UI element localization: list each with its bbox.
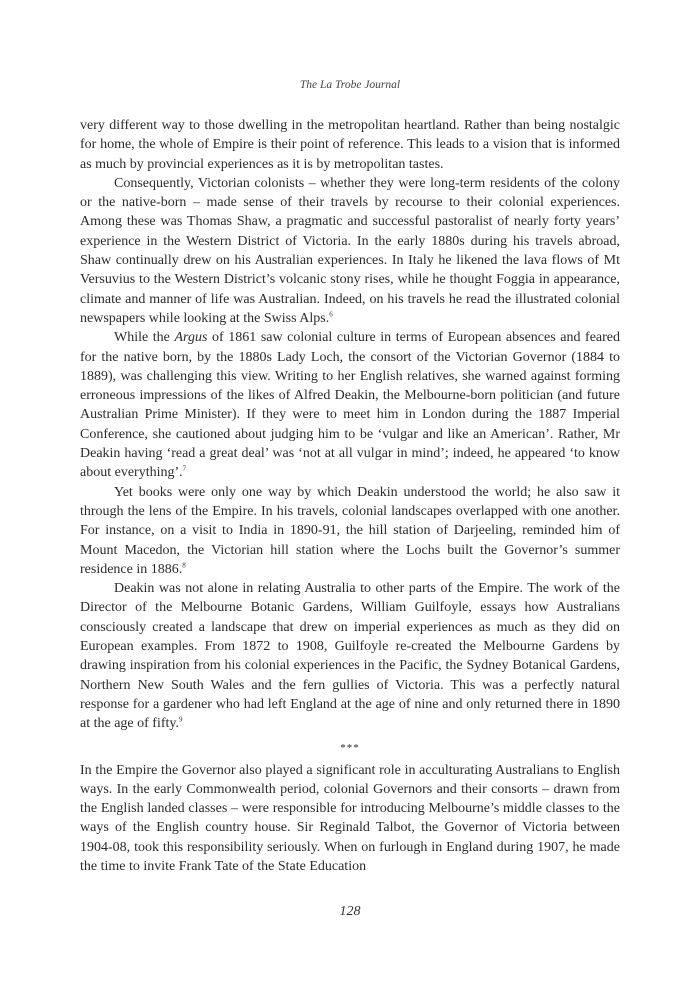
article-body: [80, 116, 620, 876]
paragraph-text: Deakin was not alone in relating Australia to other parts of the Empire. The work of the Director of the Melbourne Botanic Gardens, William Guilfoyle, essays how Australians consciously created a landscape that drew on imperial experiences as much as they did on European examples. From 1872 to 1908, Guilfoyle re-created the Melbourne Gardens by drawing inspiration from his colonial experiences in the Pacific, the Sydney Botanical Gardens, Northern New South Wales and the fern gullies of Victoria. This was a perfectly natural response for a gardener who had left England at the age of nine and only returned there in 1890 at the age of fifty.: [80, 581, 620, 732]
page-number: 128: [339, 904, 361, 919]
paragraph-deakin-travels: [80, 483, 620, 579]
paragraph-text: In the Empire the Governor also played a significant role in acculturating Australians to English ways. In the early Commonwealth period, colonial Governors and their consorts – drawn from the English landed classes – were responsible for introducing Melbourne’s middle classes to the ways of the English country house. Sir Reginald Talbot, the Governor of Victoria between 1904-08, took this responsibility seriously. When on furlough in England during 1907, he made the time to invite Frank Tate of the State Education: [80, 762, 620, 874]
section-separator: ***: [340, 741, 360, 754]
paragraph-text: While the: [114, 330, 175, 346]
paragraph-text: Yet books were only one way by which Deakin understood the world; he also saw it through the lens of the Empire. In his travels, colonial landscapes overlapped with one another. For instance, on a visit to India in 1890-91, the hill station of Darjeeling, reminded him of Mount Macedon, the Victorian hill station where the Lochs built the Governor’s summer residence in 1886.: [80, 484, 620, 577]
paragraph-text: of 1861 saw colonial culture in terms of European absences and feared for the native born, by the 1880s Lady Loch, the consort of the Victorian Governor (1884 to 1889), was challenging this view. Writing to her English relatives, she warned against forming erroneous impressions of the likes of Alfred Deakin, the Melbourne-born politician (and future Australian Prime Minister). If they were to meet him in London during the 1887 Imperial Conference, she cautioned about judging him to be ‘vulgar and like an American’. Rather, Mr Deakin having ‘read a great deal’ was ‘not at all vulgar in mind’; indeed, he appeared ‘to know about everything’.: [80, 330, 621, 481]
paragraph-guilfoyle: [80, 579, 620, 733]
paragraph-continued: [80, 116, 620, 174]
paragraph-governor: [80, 761, 620, 877]
paragraph-shaw: [80, 174, 620, 328]
paragraph-text: Consequently, Victorian colonists – whether they were long-term residents of the colony or the native-born – made sense of their travels by recourse to their colonial experiences. Among these was Thomas Shaw, a pragmatic and successful pastoralist of nearly forty years’ experience in the Western District of Victoria. In the early 1880s during his travels abroad, Shaw continually drew on his Australian experiences. In Italy he likened the lava flows of Mt Versuvius to the Western District’s volcanic stony rises, while he thought Foggia in appearance, climate and manner of life was Australian. Indeed, on his travels he read the illustrated colonial newspapers while looking at the Swiss Alps.: [80, 175, 620, 326]
paragraph-lady-loch: [80, 328, 620, 482]
footnote-marker[interactable]: 8: [182, 561, 186, 570]
footnote-marker[interactable]: 9: [179, 715, 183, 724]
footnote-marker[interactable]: 6: [329, 310, 333, 319]
newspaper-title: Argus: [174, 330, 208, 346]
paragraph-text: very different way to those dwelling in the metropolitan heartland. Rather than being nostalgic for home, the whole of Empire is their point of reference. This leads to a vision that is informed as much by provincial experiences as it is by metropolitan tastes.: [80, 118, 620, 172]
running-head: The La Trobe Journal: [299, 79, 401, 91]
footnote-marker[interactable]: 7: [182, 464, 187, 473]
